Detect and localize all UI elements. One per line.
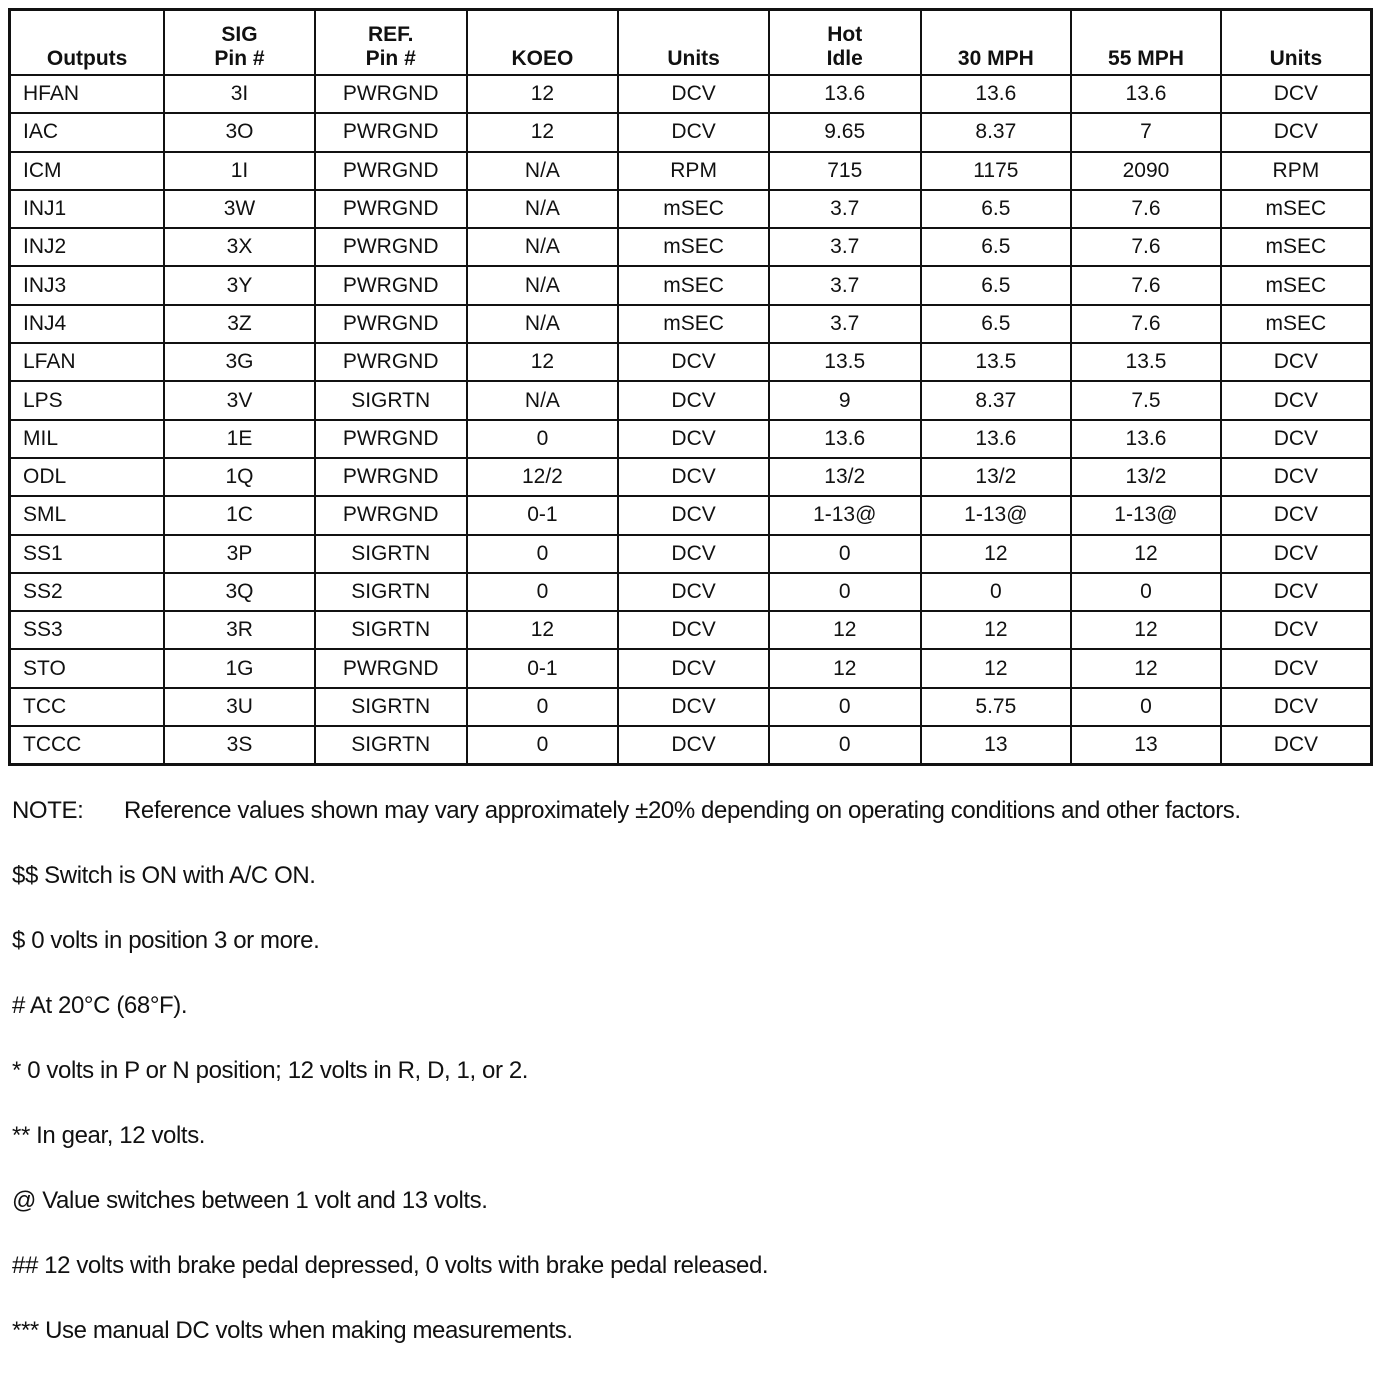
notes-section [12, 794, 1382, 1347]
table-cell: PWRGND [315, 496, 467, 534]
table-cell: SS3 [10, 611, 165, 649]
column-header-line: SIG [221, 22, 258, 46]
column-header [467, 10, 619, 76]
table-cell: DCV [1221, 75, 1372, 113]
table-cell: DCV [1221, 458, 1372, 496]
table-cell: LFAN [10, 343, 165, 381]
note-main-text: Reference values shown may vary approximately ±20% depending on operating conditions and other factors. [124, 797, 1241, 824]
column-header [618, 10, 769, 76]
table-cell: 12 [467, 611, 619, 649]
table-cell: 1175 [921, 152, 1072, 190]
table-cell: 12 [921, 611, 1072, 649]
table-cell: PWRGND [315, 305, 467, 343]
table-cell: 3P [164, 535, 315, 573]
table-cell: 13 [1071, 726, 1221, 765]
table-row [10, 649, 1372, 687]
table-row [10, 420, 1372, 458]
table-cell: 3.7 [769, 228, 921, 266]
table-cell: 0 [467, 688, 619, 726]
table-row [10, 535, 1372, 573]
outputs-reference-table [8, 8, 1373, 766]
table-cell: DCV [1221, 649, 1372, 687]
table-cell: 13.6 [921, 420, 1072, 458]
table-cell: DCV [618, 420, 769, 458]
table-cell: 1-13@ [769, 496, 921, 534]
table-cell: 9 [769, 381, 921, 419]
table-cell: DCV [618, 113, 769, 151]
note-items [12, 859, 1382, 1347]
table-cell: DCV [618, 726, 769, 765]
table-cell: STO [10, 649, 165, 687]
table-cell: N/A [467, 228, 619, 266]
table-cell: DCV [1221, 535, 1372, 573]
table-cell: INJ3 [10, 266, 165, 304]
table-cell: 0 [467, 535, 619, 573]
table-cell: N/A [467, 381, 619, 419]
table-cell: 12/2 [467, 458, 619, 496]
table-cell: PWRGND [315, 75, 467, 113]
table-cell: 3Y [164, 266, 315, 304]
table-cell: 1C [164, 496, 315, 534]
table-cell: N/A [467, 152, 619, 190]
table-cell: PWRGND [315, 152, 467, 190]
table-cell: 12 [1071, 535, 1221, 573]
table-cell: 0 [769, 688, 921, 726]
table-cell: INJ4 [10, 305, 165, 343]
table-cell: DCV [618, 458, 769, 496]
table-cell: 13 [921, 726, 1072, 765]
table-cell: 5.75 [921, 688, 1072, 726]
table-cell: PWRGND [315, 420, 467, 458]
table-cell: DCV [1221, 113, 1372, 151]
table-cell: 6.5 [921, 305, 1072, 343]
note-item: ## 12 volts with brake pedal depressed, 0 volts with brake pedal released. [12, 1252, 769, 1279]
table-cell: 0-1 [467, 496, 619, 534]
table-cell: DCV [1221, 496, 1372, 534]
table-cell: 0 [467, 573, 619, 611]
table-row [10, 113, 1372, 151]
table-cell: LPS [10, 381, 165, 419]
column-header [1071, 10, 1221, 76]
table-cell: N/A [467, 266, 619, 304]
table-cell: DCV [618, 381, 769, 419]
table-cell: 6.5 [921, 228, 1072, 266]
column-header [10, 10, 165, 76]
note-item: $ 0 volts in position 3 or more. [12, 927, 320, 954]
table-cell: 7.6 [1071, 190, 1221, 228]
table-cell: PWRGND [315, 228, 467, 266]
table-row [10, 228, 1372, 266]
table-cell: 0 [921, 573, 1072, 611]
table-row [10, 573, 1372, 611]
table-cell: HFAN [10, 75, 165, 113]
table-cell: DCV [1221, 611, 1372, 649]
table-cell: 3.7 [769, 305, 921, 343]
table-row [10, 611, 1372, 649]
table-cell: DCV [618, 649, 769, 687]
column-header [1221, 10, 1372, 76]
table-cell: 13.6 [921, 75, 1072, 113]
table-cell: 1I [164, 152, 315, 190]
table-cell: IAC [10, 113, 165, 151]
table-cell: 7.6 [1071, 266, 1221, 304]
column-header-line: KOEO [511, 46, 574, 70]
table-cell: TCCC [10, 726, 165, 765]
table-cell: PWRGND [315, 343, 467, 381]
table-row [10, 305, 1372, 343]
table-cell: 12 [1071, 649, 1221, 687]
table-cell: mSEC [618, 228, 769, 266]
table-cell: TCC [10, 688, 165, 726]
note-item: ** In gear, 12 volts. [12, 1122, 206, 1149]
column-header-line: Outputs [46, 46, 128, 70]
table-cell: 715 [769, 152, 921, 190]
note-item: $$ Switch is ON with A/C ON. [12, 862, 316, 889]
table-cell: 13.6 [1071, 75, 1221, 113]
table-cell: 3X [164, 228, 315, 266]
table-cell: 9.65 [769, 113, 921, 151]
table-cell: SIGRTN [315, 688, 467, 726]
table-cell: 7.6 [1071, 228, 1221, 266]
table-cell: 12 [921, 535, 1072, 573]
table-row [10, 688, 1372, 726]
table-row [10, 381, 1372, 419]
table-cell: PWRGND [315, 190, 467, 228]
table-cell: 8.37 [921, 113, 1072, 151]
table-row [10, 726, 1372, 765]
table-body [10, 75, 1372, 765]
table-cell: DCV [618, 343, 769, 381]
note-main [12, 794, 1382, 827]
table-cell: DCV [1221, 420, 1372, 458]
column-header-line: 55 MPH [1108, 46, 1184, 70]
column-header-line: Hot [827, 22, 863, 46]
column-header-line: Units [1269, 46, 1323, 70]
table-cell: 12 [1071, 611, 1221, 649]
table-cell: mSEC [1221, 266, 1372, 304]
column-header-line: Idle [826, 46, 863, 70]
column-header [315, 10, 467, 76]
table-cell: INJ2 [10, 228, 165, 266]
table-cell: SS2 [10, 573, 165, 611]
table-cell: mSEC [1221, 228, 1372, 266]
table-cell: PWRGND [315, 649, 467, 687]
column-header-line: REF. [367, 22, 414, 46]
table-cell: 13/2 [1071, 458, 1221, 496]
table-cell: 12 [467, 343, 619, 381]
column-header-line: Pin # [214, 46, 265, 70]
table-cell: 3U [164, 688, 315, 726]
table-cell: DCV [618, 75, 769, 113]
table-cell: 0 [467, 420, 619, 458]
table-cell: 1G [164, 649, 315, 687]
table-cell: 12 [769, 611, 921, 649]
table-cell: 13.6 [769, 75, 921, 113]
column-header-line: Pin # [365, 46, 416, 70]
table-cell: DCV [1221, 726, 1372, 765]
table-cell: 3S [164, 726, 315, 765]
table-cell: N/A [467, 305, 619, 343]
table-cell: 0 [1071, 688, 1221, 726]
table-cell: SIGRTN [315, 611, 467, 649]
table-cell: 12 [467, 113, 619, 151]
table-cell: SML [10, 496, 165, 534]
table-header-row [10, 10, 1372, 76]
table-cell: 3Q [164, 573, 315, 611]
table-cell: 3G [164, 343, 315, 381]
table-cell: mSEC [618, 305, 769, 343]
table-cell: 1E [164, 420, 315, 458]
table-cell: 1-13@ [1071, 496, 1221, 534]
table-cell: 0-1 [467, 649, 619, 687]
table-cell: 13.6 [769, 420, 921, 458]
table-row [10, 266, 1372, 304]
note-item: * 0 volts in P or N position; 12 volts in R, D, 1, or 2. [12, 1057, 529, 1084]
table-cell: 6.5 [921, 190, 1072, 228]
table-cell: INJ1 [10, 190, 165, 228]
note-item: *** Use manual DC volts when making measurements. [12, 1317, 573, 1344]
column-header-line: Units [667, 46, 720, 70]
note-item: @ Value switches between 1 volt and 13 volts. [12, 1187, 488, 1214]
table-cell: DCV [618, 496, 769, 534]
table-cell: 3.7 [769, 266, 921, 304]
table-row [10, 152, 1372, 190]
table-cell: 3.7 [769, 190, 921, 228]
table-cell: 0 [769, 535, 921, 573]
table-cell: mSEC [618, 190, 769, 228]
table-cell: 13/2 [921, 458, 1072, 496]
table-cell: PWRGND [315, 458, 467, 496]
table-cell: 13.5 [921, 343, 1072, 381]
table-cell: 12 [769, 649, 921, 687]
table-cell: mSEC [1221, 305, 1372, 343]
table-cell: DCV [1221, 381, 1372, 419]
table-cell: 7.6 [1071, 305, 1221, 343]
table-cell: DCV [618, 535, 769, 573]
table-cell: DCV [1221, 688, 1372, 726]
column-header-line: 30 MPH [957, 46, 1034, 70]
table-cell: DCV [618, 688, 769, 726]
table-cell: SIGRTN [315, 535, 467, 573]
table-row [10, 75, 1372, 113]
table-cell: 7.5 [1071, 381, 1221, 419]
table-cell: DCV [1221, 343, 1372, 381]
table-cell: 12 [467, 75, 619, 113]
note-label: NOTE: [12, 797, 84, 824]
table-cell: 3V [164, 381, 315, 419]
table-cell: 0 [467, 726, 619, 765]
table-row [10, 343, 1372, 381]
table-cell: DCV [1221, 573, 1372, 611]
table-cell: 0 [769, 573, 921, 611]
table-cell: SS1 [10, 535, 165, 573]
table-cell: SIGRTN [315, 381, 467, 419]
table-cell: 1-13@ [921, 496, 1072, 534]
table-cell: DCV [618, 573, 769, 611]
table-cell: 2090 [1071, 152, 1221, 190]
table-cell: mSEC [618, 266, 769, 304]
table-cell: 13.6 [1071, 420, 1221, 458]
table-cell: N/A [467, 190, 619, 228]
table-cell: 3I [164, 75, 315, 113]
table-cell: PWRGND [315, 113, 467, 151]
table-cell: DCV [618, 611, 769, 649]
table-cell: mSEC [1221, 190, 1372, 228]
table-cell: 3R [164, 611, 315, 649]
table-cell: 6.5 [921, 266, 1072, 304]
table-cell: 0 [1071, 573, 1221, 611]
note-item: # At 20°C (68°F). [12, 992, 188, 1019]
table-cell: SIGRTN [315, 573, 467, 611]
table-cell: SIGRTN [315, 726, 467, 765]
table-cell: 0 [769, 726, 921, 765]
table-cell: ODL [10, 458, 165, 496]
table-cell: RPM [1221, 152, 1372, 190]
table-cell: 7 [1071, 113, 1221, 151]
table-cell: 13/2 [769, 458, 921, 496]
table-row [10, 190, 1372, 228]
table-cell: 3W [164, 190, 315, 228]
column-header [164, 10, 315, 76]
table-cell: 1Q [164, 458, 315, 496]
column-header [921, 10, 1072, 76]
table-cell: MIL [10, 420, 165, 458]
table-cell: PWRGND [315, 266, 467, 304]
table-cell: 13.5 [769, 343, 921, 381]
table-cell: 13.5 [1071, 343, 1221, 381]
table-cell: RPM [618, 152, 769, 190]
table-cell: 12 [921, 649, 1072, 687]
table-cell: 3Z [164, 305, 315, 343]
table-cell: ICM [10, 152, 165, 190]
table-row [10, 496, 1372, 534]
table-row [10, 458, 1372, 496]
column-header [769, 10, 921, 76]
table-cell: 8.37 [921, 381, 1072, 419]
table-cell: 3O [164, 113, 315, 151]
